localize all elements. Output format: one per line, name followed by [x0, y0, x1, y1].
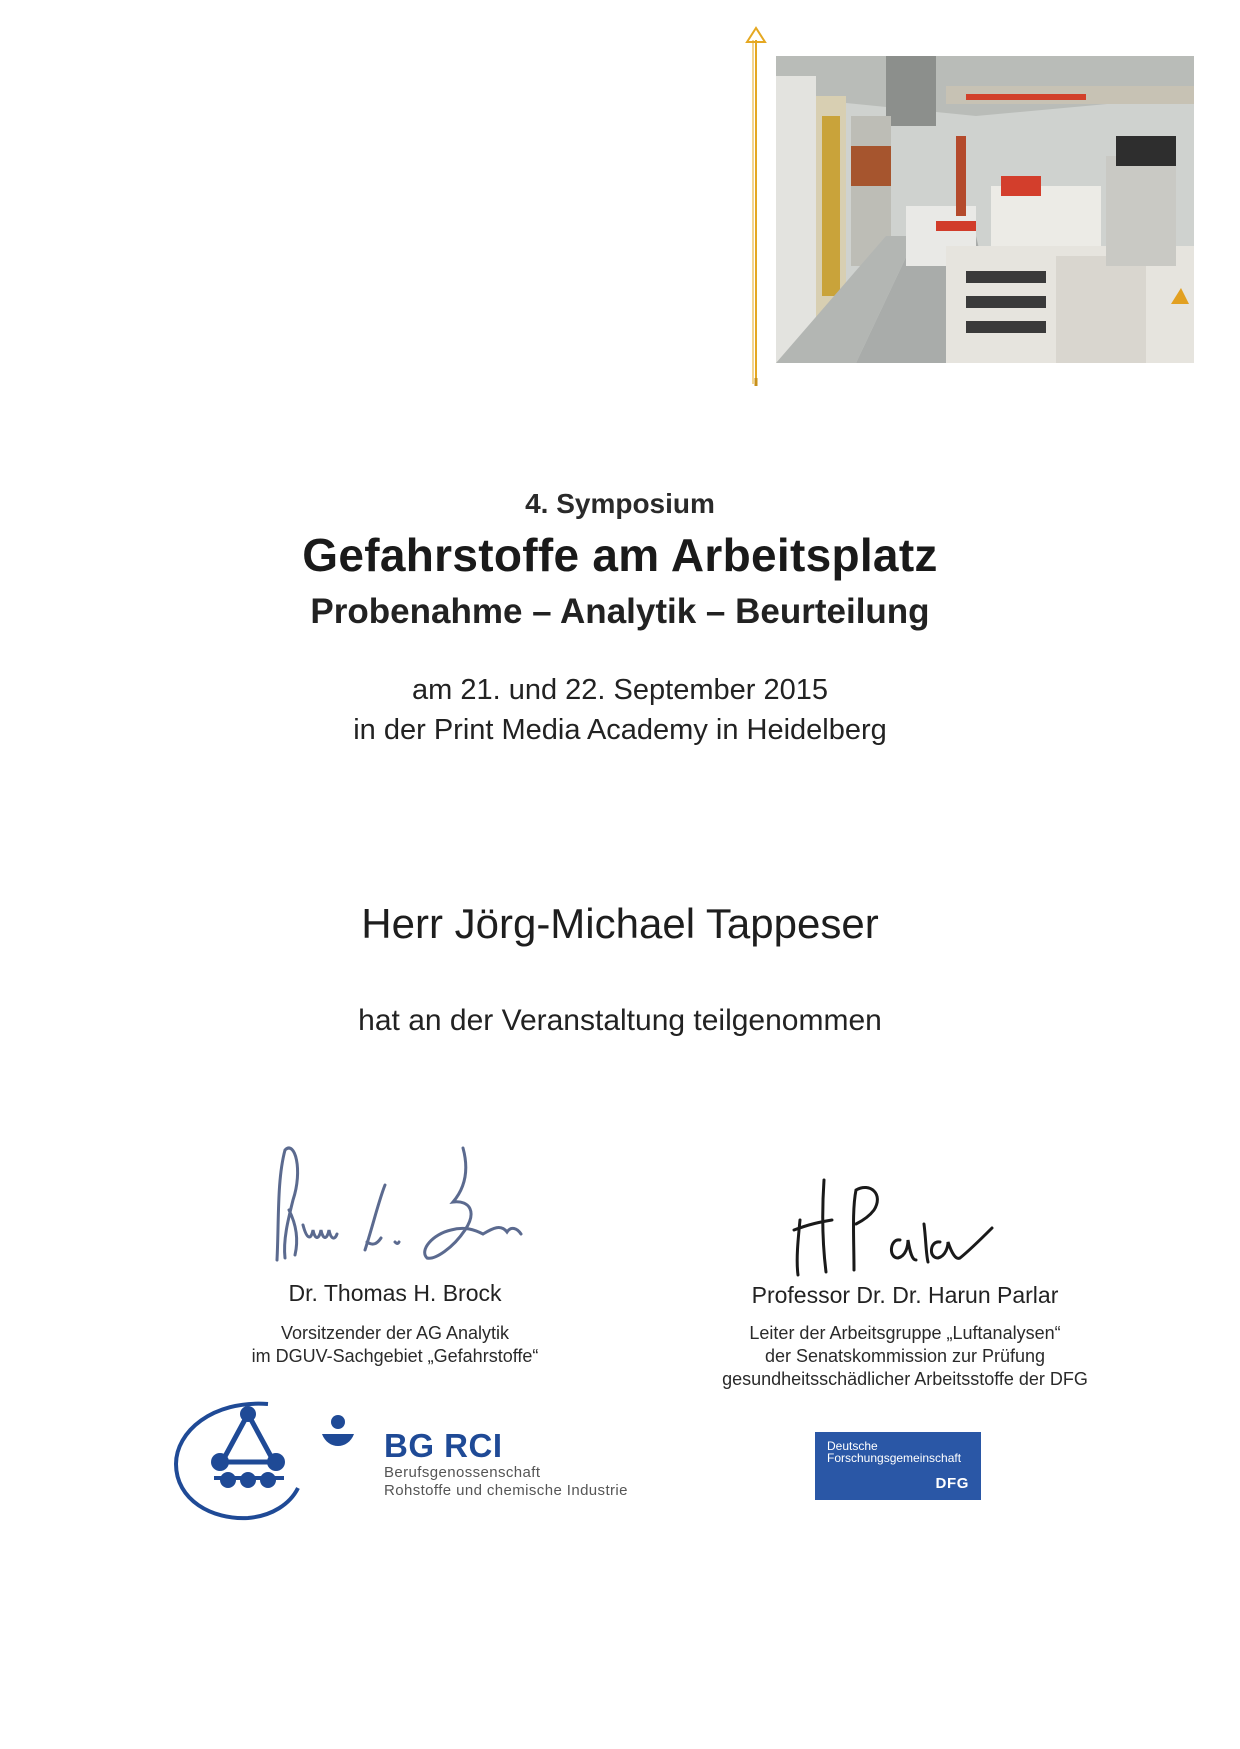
- signer-name: Dr. Thomas H. Brock: [288, 1280, 502, 1306]
- signer-role: im DGUV-Sachgebiet „Gefahrstoffe“: [251, 1346, 539, 1366]
- bg-rci-line1: Berufsgenossenschaft: [384, 1464, 541, 1481]
- dfg-line2: Forschungsgemeinschaft: [827, 1451, 962, 1465]
- participant-name: Herr Jörg-Michael Tappeser: [361, 900, 879, 947]
- dfg-abbr: DFG: [935, 1475, 969, 1492]
- event-date: am 21. und 22. September 2015: [412, 674, 828, 706]
- event-venue: in der Print Media Academy in Heidelberg: [353, 714, 887, 746]
- arrow-up-icon: [745, 26, 767, 386]
- page-title: Gefahrstoffe am Arbeitsplatz: [302, 529, 938, 581]
- signer-role: gesundheitsschädlicher Arbeitsstoffe der DFG: [722, 1369, 1088, 1389]
- laboratory-photo: [776, 56, 1194, 363]
- signer-role: Leiter der Arbeitsgruppe „Luftanalysen“: [749, 1323, 1061, 1343]
- signature-parlar: [780, 1160, 1040, 1280]
- signer-right: [640, 1150, 1170, 1400]
- bg-rci-name: BG RCI: [384, 1427, 503, 1464]
- bg-rci-line2: Rohstoffe und chemische Industrie: [384, 1482, 628, 1499]
- attendance-statement: hat an der Veranstaltung teilgenommen: [358, 1004, 882, 1037]
- subtitle: Probenahme – Analytik – Beurteilung: [310, 592, 930, 631]
- symposium-number: 4. Symposium: [525, 488, 715, 519]
- signer-name: Professor Dr. Dr. Harun Parlar: [751, 1282, 1059, 1308]
- dfg-logo: [815, 1432, 981, 1500]
- bg-rci-logo: [384, 1428, 628, 1500]
- signer-role: Vorsitzender der AG Analytik: [280, 1323, 510, 1343]
- signer-left: [200, 1130, 590, 1380]
- signer-role: der Senatskommission zur Prüfung: [764, 1346, 1046, 1366]
- signature-brock: [255, 1130, 545, 1280]
- dfg-line1: Deutsche: [827, 1439, 878, 1453]
